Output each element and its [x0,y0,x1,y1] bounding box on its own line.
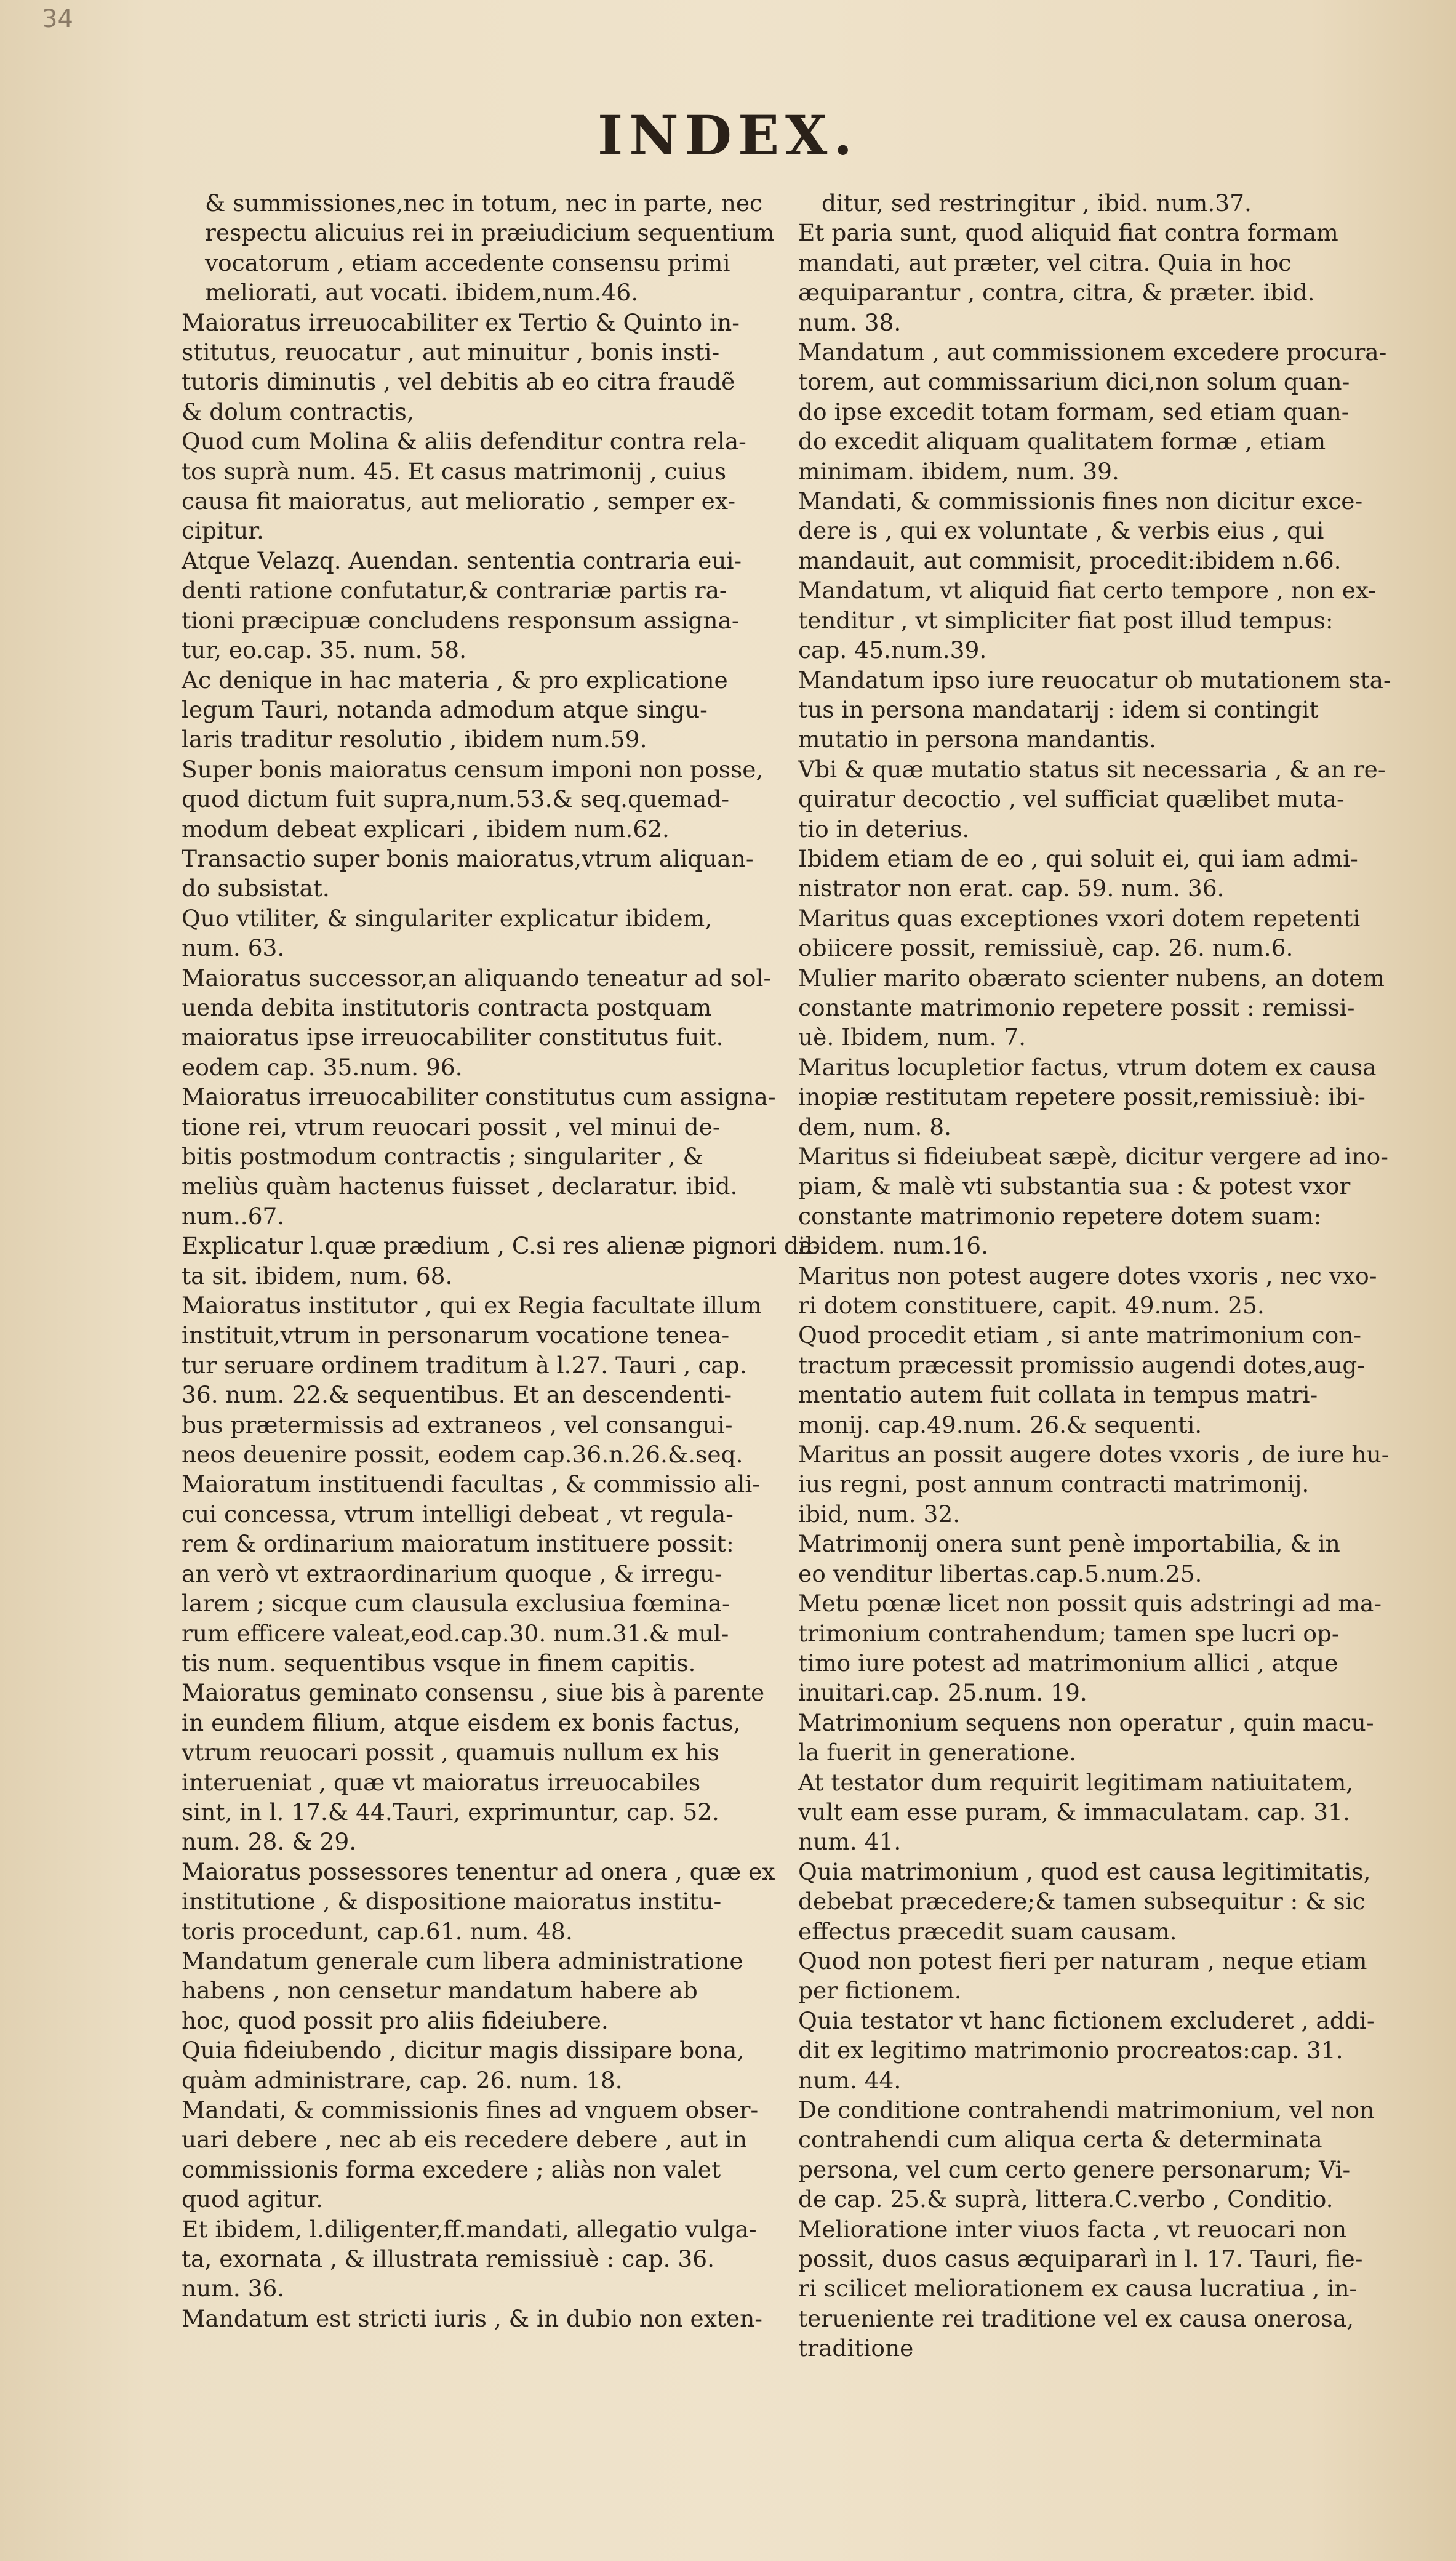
index-entry-line: nistrator non erat. cap. 59. num. 36. [798,875,1225,902]
index-entry-line: eo venditur libertas.cap.5.num.25. [798,1560,1202,1587]
index-entry-line: Melioratione inter viuos facta , vt reuocari non [798,2215,1347,2243]
index-entry-line: Mandatum, vt aliquid fiat certo tempore , non ex- [798,577,1376,604]
index-entry [182,1231,821,1291]
index-entry-line: 36. num. 22.& sequentibus. Et an descendenti- [182,1381,732,1409]
index-entry [798,1529,1407,1589]
index-entry-line: obiicere possit, remissiuè, cap. 26. num.6. [798,934,1294,962]
index-entry-line: tenditur , vt simpliciter fiat post illud tempus: [798,606,1334,634]
index-entry-line: ri dotem constituere, capit. 49.num. 25. [798,1292,1265,1320]
index-entry-line: in eundem filium, atque eisdem ex bonis factus, [182,1709,741,1736]
index-entry-line: respectu alicuius rei in præiudicium sequentium [205,219,775,247]
index-entry-line: de cap. 25.& suprà, littera.C.verbo , Conditio. [798,2186,1334,2213]
index-entry [182,1469,791,1678]
index-entry [798,844,1407,904]
index-entry-line: inopiæ restitutam repetere possit,remissiuè: ibi- [798,1083,1366,1111]
index-entry-line: mandati, aut præter, vel citra. Quia in hoc [798,249,1292,276]
index-entry [182,2214,791,2304]
index-entry-line: tus in persona mandatarij : idem si contingit [798,695,1319,723]
index-entry-line: Maritus an possit augere dotes vxoris , de iure hu- [798,1441,1390,1469]
index-entry-line: constante matrimonio repetere possit : remissi- [798,993,1355,1021]
index-entry [182,1678,791,1856]
index-entry [182,904,791,963]
index-entry-line: ta, exornata , & illustrata remissiuè : cap. 36. [182,2245,714,2273]
index-entry-line: Et ibidem, l.diligenter,ff.mandati, allegatio vulga- [182,2215,757,2243]
index-entry-line: do excedit aliquam qualitatem formæ , etiam [798,428,1326,455]
index-entry-line: timo iure potest ad matrimonium allici , atque [798,1649,1338,1677]
index-entry [798,1768,1407,1857]
index-entry-line: ditur, sed restringitur , ibid. num.37. [822,190,1252,217]
index-entry-line: piam, & malè vti substantia sua : & potest vxor [798,1172,1351,1200]
index-entry [182,1857,791,1946]
index-entry-line: Mandati, & commissionis fines ad vnguem obser- [182,2096,759,2123]
index-entry-line: uè. Ibidem, num. 7. [798,1024,1026,1051]
index-entry-line: num..67. [182,1202,285,1230]
index-entry-line: causa fit maioratus, aut melioratio , semper ex- [182,487,735,515]
index-entry [182,546,791,665]
index-entry-line: trimonium contrahendum; tamen spe lucri op- [798,1619,1340,1647]
index-entry [182,2304,791,2333]
index-entry-line: neos deuenire possit, eodem cap.36.n.26.&.seq. [182,1441,743,1469]
index-entry [798,1946,1407,2006]
index-entry [798,1857,1407,1946]
index-entry-line: & summissiones,nec in totum, nec in parte, nec [205,190,763,217]
index-entry [798,2006,1407,2095]
index-entry-line: Mandatum , aut commissionem excedere procura- [798,339,1387,366]
handwritten-page-note: 34 [42,5,73,33]
index-entry-line: num. 38. [798,308,902,336]
index-entry-line: tio in deterius. [798,815,970,843]
index-entry-line: Quod procedit etiam , si ante matrimonium con- [798,1321,1362,1349]
index-entry-line: an verò vt extraordinarium quoque , & irregu- [182,1560,722,1587]
index-entry-line: bitis postmodum contractis ; singulariter , & [182,1143,703,1170]
index-entry-line: Quia matrimonium , quod est causa legitimitatis, [798,1858,1371,1885]
index-entry [798,337,1407,486]
index-entry-line: meliùs quàm hactenus fuisset , declaratur. ibid. [182,1172,738,1200]
index-entry-line: effectus præcedit suam causam. [798,1917,1177,1945]
index-entry-line: meliorati, aut vocati. ibidem,num.46. [205,279,639,307]
index-entry-line: rum efficere valeat,eod.cap.30. num.31.& mul- [182,1619,729,1647]
index-entry-line: tur seruare ordinem traditum à l.27. Tauri , cap. [182,1351,747,1379]
index-entry [182,963,791,1083]
index-entry-line: monij. cap.49.num. 26.& sequenti. [798,1411,1202,1438]
index-entry-line: denti ratione confutatur,& contrariæ partis ra- [182,577,727,604]
index-entry-line: rem & ordinarium maioratum instituere possit: [182,1530,734,1558]
index-entry-line: ta sit. ibidem, num. 68. [182,1262,453,1289]
index-entry-line: stitutus, reuocatur , aut minuitur , bonis insti- [182,339,720,366]
index-entry-line: Maioratus irreuocabiliter constitutus cum assigna- [182,1083,776,1111]
index-entry-line: & dolum contractis, [182,398,414,425]
index-entry-line: Maioratum instituendi facultas , & commissio ali- [182,1470,761,1498]
index-entry-line: eodem cap. 35.num. 96. [182,1053,463,1081]
index-entry [182,1082,791,1231]
index-entry-line: Mandatum generale cum libera administratione [182,1947,743,1974]
index-entry-line: num. 28. & 29. [182,1828,357,1856]
index-entry-line: vocatorum , etiam accedente consensu primi [205,249,730,276]
index-entry-line: bus prætermissis ad extraneos , vel consangui- [182,1411,733,1438]
index-entry [798,665,1407,755]
index-entry-line: Ibidem etiam de eo , qui soluit ei, qui iam admi- [798,844,1358,872]
index-entry-line: De conditione contrahendi matrimonium, vel non [798,2096,1375,2123]
index-entry-line: dit ex legitimo matrimonio procreatos:cap. 31. [798,2037,1343,2064]
index-entry [798,1440,1407,1529]
index-entry-line: la fuerit in generatione. [798,1739,1077,1766]
index-entry-line: Ac denique in hac materia , & pro explicatione [182,666,728,694]
index-entry [798,1052,1407,1142]
index-entry-line: cipitur. [182,517,264,545]
index-entry-line: quod dictum fuit supra,num.53.& seq.quemad- [182,785,730,813]
index-entry-line: tos suprà num. 45. Et casus matrimonij , cuius [182,457,727,485]
index-entry-line: Maioratus institutor , qui ex Regia facultate illum [182,1292,762,1320]
index-entry-line: laris traditur resolutio , ibidem num.59. [182,726,647,753]
index-entry-line: torem, aut commissarium dici,non solum quan- [798,368,1350,396]
index-entry [182,2095,791,2214]
index-entry-line: contrahendi cum aliqua certa & determinata [798,2126,1322,2154]
index-entry-line: larem ; sicque cum clausula exclusiua fœmina- [182,1590,730,1617]
right-column [798,188,1407,2363]
index-entry-line: Matrimonij onera sunt penè importabilia, & in [798,1530,1340,1558]
index-entry-line: persona, vel cum certo genere personarum; Vi- [798,2155,1351,2183]
index-entry [798,1142,1407,1261]
index-entry-line: Atque Velazq. Auendan. sententia contraria eui- [182,547,742,574]
index-entry-line: Quod cum Molina & aliis defenditur contra rela- [182,428,746,455]
index-entry [798,963,1407,1052]
left-column [182,188,821,2333]
index-entry-line: Vbi & quæ mutatio status sit necessaria , & an re- [798,755,1386,783]
index-entry-line: instituit,vtrum in personarum vocatione tenea- [182,1321,730,1349]
index-entry-line: Maritus si fideiubeat sæpè, dicitur vergere ad ino- [798,1143,1388,1170]
index-entry-line: Quo vtiliter, & singulariter explicatur ibidem, [182,904,713,932]
index-entry-line: num. 41. [798,1828,902,1856]
index-entry [798,2214,1407,2363]
index-entry [182,308,791,427]
index-entry-line: traditione [798,2335,914,2362]
index-entry-line: num. 44. [798,2066,902,2094]
index-entry [798,904,1407,963]
index-entry-line: do subsistat. [182,875,330,902]
index-entry-line: Maioratus geminato consensu , siue bis à parente [182,1679,765,1707]
index-entry-line: minimam. ibidem, num. 39. [798,457,1119,485]
index-entry-line: Mandatum ipso iure reuocatur ob mutationem sta- [798,666,1391,694]
index-entry-line: Quod non potest fieri per naturam , neque etiam [798,1947,1367,1974]
index-entry [798,486,1407,575]
index-entry-line: vult eam esse puram, & immaculatam. cap. 31. [798,1798,1350,1826]
index-entry-line: Super bonis maioratus censum imponi non posse, [182,755,764,783]
index-entry-line: Mandatum est stricti iuris , & in dubio non exten- [182,2304,762,2332]
index-entry-line: Maritus non potest augere dotes vxoris , nec vxo- [798,1262,1377,1289]
index-entry [182,188,791,308]
index-entry-line: tutoris diminutis , vel debitis ab eo citra fraudẽ [182,368,735,396]
index-entry-line: mandauit, aut commisit, procedit:ibidem n.66. [798,547,1342,574]
index-entry-line: inuitari.cap. 25.num. 19. [798,1679,1087,1707]
index-entry-line: ri scilicet meliorationem ex causa lucratiua , in- [798,2275,1358,2302]
index-entry-line: Mandati, & commissionis fines non dicitur exce- [798,487,1363,515]
index-entry [798,188,1407,218]
index-entry-line: constante matrimonio repetere dotem suam: [798,1202,1322,1230]
index-entry-line: dem, num. 8. [798,1113,952,1140]
page-title: INDEX. [598,103,858,167]
index-entry-line: cap. 45.num.39. [798,636,987,664]
index-entry-line: Quia testator vt hanc fictionem excluderet , addi- [798,2006,1375,2034]
index-entry-line: Metu pœnæ licet non possit quis adstringi ad ma- [798,1590,1382,1617]
index-entry-line: ibid, num. 32. [798,1500,961,1528]
index-entry-line: Maioratus successor,an aliquando teneatur ad sol- [182,964,772,992]
index-entry [798,1589,1407,1708]
index-entry [182,665,791,755]
index-entry-line: Quia fideiubendo , dicitur magis dissipare bona, [182,2037,745,2064]
index-entry-line: Matrimonium sequens non operatur , quin macu- [798,1709,1374,1736]
index-entry-line: quiratur decoctio , vel sufficiat quælibet muta- [798,785,1345,813]
index-entry-line: sint, in l. 17.& 44.Tauri, exprimuntur, cap. 52. [182,1798,719,1826]
index-entry-line: uenda debita institutoris contracta postquam [182,993,712,1021]
index-entry-line: maioratus ipse irreuocabiliter constitutus fuit. [182,1024,724,1051]
index-entry-line: Transactio super bonis maioratus,vtrum aliquan- [182,844,754,872]
index-entry [798,1320,1407,1440]
index-entry-line: quod agitur. [182,2186,323,2213]
index-entry-line: Maritus locupletior factus, vtrum dotem ex causa [798,1053,1377,1081]
index-entry-line: tione rei, vtrum reuocari possit , vel minui de- [182,1113,721,1140]
index-entry-line: tis num. sequentibus vsque in finem capitis. [182,1649,696,1677]
index-entry-line: dere is , qui ex voluntate , & verbis eius , qui [798,517,1324,545]
index-entry-line: per fictionem. [798,1977,962,2005]
index-entry [182,1946,791,2035]
index-entry [798,575,1407,665]
index-entry-line: quàm administrare, cap. 26. num. 18. [182,2066,623,2094]
index-entry-line: legum Tauri, notanda admodum atque singu- [182,695,708,723]
index-entry [798,218,1407,337]
index-entry [798,1708,1407,1768]
index-entry-line: habens , non censetur mandatum habere ab [182,1977,698,2005]
index-entry-line: num. 36. [182,2275,285,2302]
index-entry [182,2035,791,2095]
index-entry [182,1291,791,1469]
index-entry-line: num. 63. [182,934,285,962]
index-entry-line: possit, duos casus æquipararì in l. 17. Tauri, fie- [798,2245,1363,2273]
index-entry-line: At testator dum requirit legitimam natiuitatem, [798,1768,1354,1796]
index-entry-line: tioni præcipuæ concludens responsum assigna- [182,606,740,634]
index-entry-line: vtrum reuocari possit , quamuis nullum ex his [182,1739,719,1766]
index-entry-line: commissionis forma excedere ; aliàs non valet [182,2155,721,2183]
index-entry [798,1261,1407,1321]
index-entry-line: Explicatur l.quæ prædium , C.si res alienæ pignori da- [182,1232,821,1260]
index-entry-line: hoc, quod possit pro aliis fideiubere. [182,2006,609,2034]
index-entry-line: ius regni, post annum contracti matrimonij. [798,1470,1310,1498]
index-entry-line: Maioratus possessores tenentur ad onera , quæ ex [182,1858,775,1885]
index-entry [182,755,791,844]
index-entry-line: toris procedunt, cap.61. num. 48. [182,1917,573,1945]
index-entry [798,2095,1407,2214]
index-entry-line: terueniente rei traditione vel ex causa onerosa, [798,2304,1354,2332]
index-entry-line: Maioratus irreuocabiliter ex Tertio & Quinto in- [182,308,740,336]
index-entry-line: Et paria sunt, quod aliquid fiat contra formam [798,219,1338,247]
index-entry-line: cui concessa, vtrum intelligi debeat , vt regula- [182,1500,734,1528]
index-entry-line: modum debeat explicari , ibidem num.62. [182,815,670,843]
index-entry-line: interueniat , quæ vt maioratus irreuocabiles [182,1768,701,1796]
index-entry-line: æquiparantur , contra, citra, & præter. ibid. [798,279,1315,307]
index-entry-line: do ipse excedit totam formam, sed etiam quan- [798,398,1350,425]
index-entry-line: Maritus quas exceptiones vxori dotem repetenti [798,904,1361,932]
index-entry-line: mutatio in persona mandantis. [798,726,1156,753]
index-entry-line: tur, eo.cap. 35. num. 58. [182,636,467,664]
index-entry [182,427,791,546]
index-entry-line: tractum præcessit promissio augendi dotes,aug- [798,1351,1365,1379]
index-entry-line: uari debere , nec ab eis recedere debere , aut in [182,2126,747,2154]
index-entry-line: institutione , & dispositione maioratus institu- [182,1888,722,1915]
index-entry-line: Mulier marito obærato scienter nubens, an dotem [798,964,1385,992]
index-entry-line: ibidem. num.16. [798,1232,989,1260]
index-entry-line: debebat præcedere;& tamen subsequitur : & sic [798,1888,1366,1915]
index-entry-line: mentatio autem fuit collata in tempus matri- [798,1381,1318,1409]
index-entry [182,844,791,904]
index-entry [798,755,1407,844]
